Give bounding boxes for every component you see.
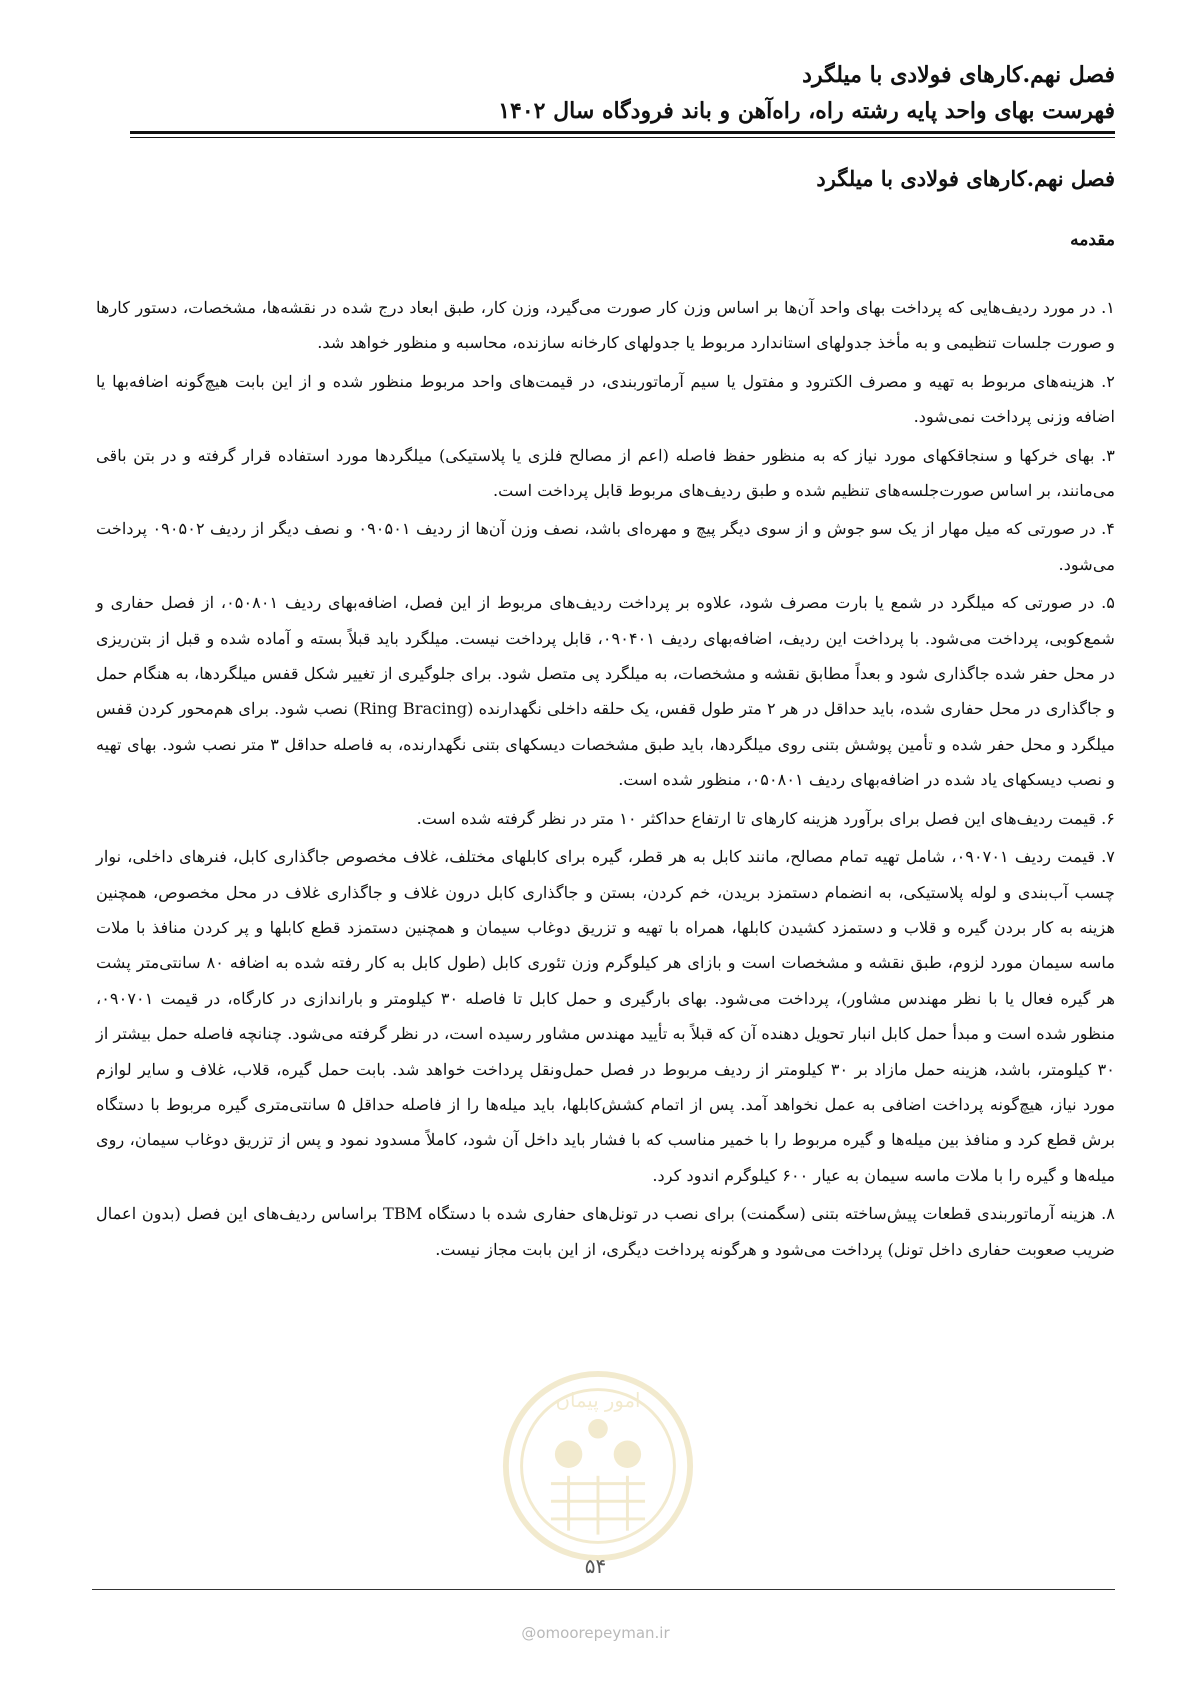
website-watermark: @omoorepeyman.ir xyxy=(521,1624,670,1642)
paragraph-3: ۳. بهای خرکها و سنجاقکهای مورد نیاز که به منظور حفظ فاصله (اعم از مصالح فلزی یا پلاستیکی) میلگردها مورد استفاده قرار گرفته و در بتن باقی می‌مانند، بر اساس صورت‌جلسه‌های تنظیم شده و طبق ردیف‌های مربوط قابل پرداخت است. xyxy=(96,445,1115,501)
paragraph-8: ۸. هزینه آرماتوربندی قطعات پیش‌ساخته بتنی (سگمنت) برای نصب در تونل‌های حفاری شده با دستگاه TBM براساس ردیف‌های این فصل (بدون اعمال ضریب صعوبت حفاری داخل تونل) پرداخت می‌شود و هرگونه پرداخت دیگری، از این بابت مجاز نیست. xyxy=(96,1204,1115,1259)
header-chapter-title: فصل نهم.کارهای فولادی با میلگرد xyxy=(802,62,1115,88)
chapter-title: فصل نهم.کارهای فولادی با میلگرد xyxy=(816,166,1115,191)
seal-watermark-logo xyxy=(500,1368,696,1564)
paragraph-5: ۵. در صورتی که میلگرد در شمع یا بارت مصرف شود، علاوه بر پرداخت ردیف‌های مربوط از این فصل، اضافه‌بهای ردیف ۰۵۰۸۰۱، از فصل حفاری و شمع‌کوبی، پرداخت می‌شود. با پرداخت این ردیف، اضافه‌بهای ردیف ۰۹۰۴۰۱، قابل پرداخت نیست. میلگرد باید قبلاً بسته و آماده شده و قبل از بتن‌ریزی در محل حفر شده جاگذاری شود و بعداً مطابق نقشه و مشخصات، به میلگرد پی متصل شود. برای جلوگیری از تغییر شکل قفس میلگردها، به هنگام حمل و جاگذاری در محل حفاری شده، باید حداقل در هر ۲ متر طول قفس، یک حلقه داخلی نگهدارنده (Ring Bracing) نصب شود. برای هم‌محور کردن قفس میلگرد و محل حفر شده و تأمین پوشش بتنی روی میلگردها، باید طبق مشخصات دیسکهای بتنی نگهدارنده، به فاصله حداقل ۳ متر نصب شود. بهای تهیه و نصب دیسکهای یاد شده در اضافه‌بهای ردیف ۰۵۰۸۰۱، منظور شده است. xyxy=(96,593,1115,790)
footer-rule xyxy=(92,1589,1115,1590)
header-rule-thin xyxy=(130,137,1115,138)
header-document-title: فهرست بهای واحد پایه رشته راه، راه‌آهن و باند فرودگاه سال ۱۴۰۲ xyxy=(498,98,1115,124)
paragraph-1: ۱. در مورد ردیف‌هایی که پرداخت بهای واحد آن‌ها بر اساس وزن کار صورت می‌گیرد، وزن کار، طبق ابعاد درج شده در نقشه‌ها، مشخصات، دستور کارها و صورت جلسات تنظیمی و به مأخذ جدولهای استاندارد مربوط یا جدولهای کارخانه سازنده، محاسبه و منظور خواهد شد. xyxy=(96,298,1115,353)
paragraph-2: ۲. هزینه‌های مربوط به تهیه و مصرف الکترود و مفتول یا سیم آرماتوربندی، در قیمت‌های واحد مربوط منظور شده و از این بابت هیچ‌گونه اضافه‌بها یا اضافه وزنی پرداخت نمی‌شود. xyxy=(96,371,1115,427)
seal-text: امور پیمان xyxy=(555,1389,641,1413)
paragraph-4: ۴. در صورتی که میل مهار از یک سو جوش و از سوی دیگر پیچ و مهره‌ای باشد، نصف وزن آن‌ها از ردیف ۰۹۰۵۰۱ و نصف دیگر از ردیف ۰۹۰۵۰۲ پرداخت می‌شود. xyxy=(96,519,1115,574)
paragraph-6: ۶. قیمت ردیف‌های این فصل برای برآورد هزینه کارهای تا ارتفاع حداکثر ۱۰ متر در نظر گرفته شده است. xyxy=(416,808,1115,828)
page-number: ۵۴ xyxy=(584,1554,607,1578)
seal-graphic xyxy=(500,1368,696,1564)
section-heading: مقدمه xyxy=(1070,230,1115,250)
header-rule-thick xyxy=(130,131,1115,134)
body-text xyxy=(96,290,1115,1270)
paragraph-7: ۷. قیمت ردیف ۰۹۰۷۰۱، شامل تهیه تمام مصالح، مانند کابل به هر قطر، گیره برای کابلهای مختلف، غلاف مخصوص جاگذاری کابل، فنرهای داخلی، نوار چسب آب‌بندی و لوله پلاستیکی، به انضمام دستمزد بریدن، خم کردن، بستن و جاگذاری کابل درون غلاف و جاگذاری غلاف در محل مخصوص، همچنین هزینه به کار بردن گیره و قلاب و دستمزد کشیدن کابلها، همراه با تهیه و تزریق دوغاب سیمان و همچنین دستمزد قطع کابلها و پر کردن منافذ با ملات ماسه سیمان مورد لزوم، طبق نقشه و مشخصات است و بازای هر کیلوگرم وزن تئوری کابل (طول کابل به کار رفته شده به اضافه ۸۰ سانتی‌متر پشت هر گیره فعال یا با نظر مهندس مشاور)، پرداخت می‌شود. بهای بارگیری و حمل کابل تا فاصله ۳۰ کیلومتر و باراندازی در کارگاه، در قیمت ۰۹۰۷۰۱، منظور شده است و مبدأ حمل کابل انبار تحویل دهنده آن که قبلاً به تأیید مهندس مشاور رسیده است، در نظر گرفته می‌شود. چنانچه فاصله حمل بیشتر از ۳۰ کیلومتر، باشد، هزینه حمل مازاد بر ۳۰ کیلومتر از ردیف مربوط در فصل حمل‌ونقل پرداخت خواهد شد. بابت حمل گیره، قلاب، غلاف و سایر لوازم مورد نیاز، هیچ‌گونه پرداخت اضافی به عمل نخواهد آمد. پس از اتمام کشش‌کابلها، باید میله‌ها را از فاصله حداقل ۵ سانتی‌متری گیره مربوط با دستگاه برش قطع کرد و منافذ بین میله‌ها و گیره مربوط را با خمیر مناسب که با فشار باید داخل آن شود، کاملاً مسدود نمود و پس از تزریق دوغاب سیمان، روی میله‌ها و گیره را با ملات ماسه سیمان به عیار ۶۰۰ کیلوگرم اندود کرد. xyxy=(96,847,1116,1185)
